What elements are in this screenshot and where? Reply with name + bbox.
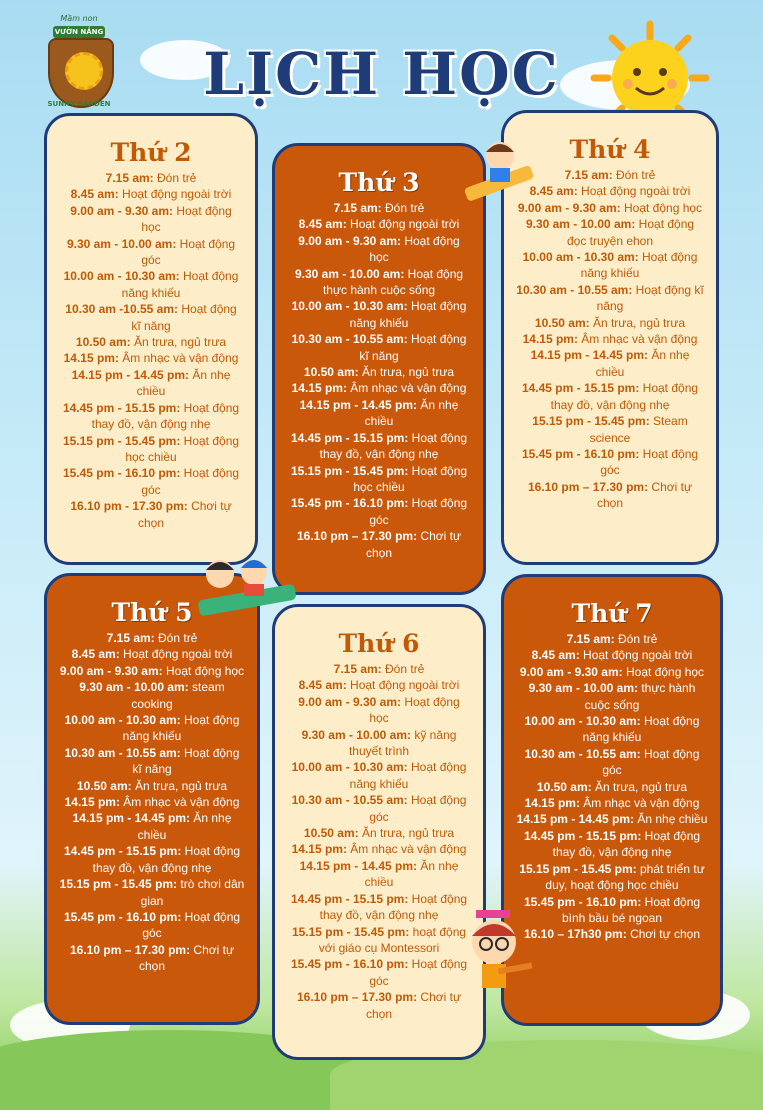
schedule-activity: Âm nhạc và vận động bbox=[577, 332, 698, 347]
schedule-time: 15.15 pm - 15.45 pm: bbox=[532, 414, 650, 429]
schedule-activity: Ăn nhẹ chiều bbox=[364, 397, 459, 429]
schedule-row bbox=[59, 843, 245, 876]
schedule-activity: Hoạt động thay đồ, vận động nhẹ bbox=[319, 430, 468, 462]
schedule-row bbox=[287, 430, 471, 463]
schedule-time: 8.45 am: bbox=[70, 187, 119, 202]
schedule-row bbox=[516, 779, 708, 795]
schedule-time: 8.45 am: bbox=[71, 647, 120, 662]
schedule-time: 15.15 pm - 15.45 pm: bbox=[62, 433, 181, 448]
schedule-time: 10.50 am: bbox=[303, 365, 359, 380]
schedule-time: 15.15 pm - 15.45 pm: bbox=[519, 861, 637, 876]
schedule-activity: Hoạt động học bbox=[369, 233, 460, 265]
schedule-activity: Đón trẻ bbox=[612, 168, 656, 182]
schedule-time: 7.15 am: bbox=[333, 662, 382, 676]
schedule-row bbox=[516, 331, 704, 347]
day-card-thu bbox=[44, 573, 260, 1025]
schedule-row bbox=[516, 282, 704, 315]
schedule-activity: Hoạt động kĩ năng bbox=[131, 302, 237, 333]
schedule-time: 10.30 am - 10.55 am: bbox=[64, 745, 181, 760]
kids-on-pencil-illustration bbox=[192, 548, 302, 618]
schedule-activity: Hoạt động thay đồ, vận động nhẹ bbox=[92, 844, 241, 875]
schedule-row bbox=[287, 528, 471, 561]
schedule-row bbox=[59, 778, 245, 794]
schedule-activity: Hoạt động thay đồ, vận động nhẹ bbox=[550, 381, 699, 412]
schedule-activity: Ăn trưa, ngủ trưa bbox=[130, 335, 227, 350]
schedule-time: 9.00 am - 9.30 am: bbox=[298, 233, 401, 248]
schedule-time: 14.15 pm: bbox=[291, 842, 347, 857]
schedule-row bbox=[287, 727, 471, 760]
schedule-activity: Hoạt động đọc truyện ehon bbox=[566, 217, 695, 248]
schedule-activity: trò chơi dân gian bbox=[140, 877, 245, 908]
schedule-row bbox=[516, 183, 704, 199]
schedule-row bbox=[59, 679, 245, 712]
schedule-row bbox=[516, 746, 708, 779]
schedule-time: 16.10 pm – 17.30 pm: bbox=[70, 942, 191, 957]
schedule-row bbox=[516, 479, 704, 512]
schedule-time: 10.00 am - 10.30 am: bbox=[522, 250, 639, 265]
schedule-row bbox=[287, 891, 471, 924]
schedule-activity: Hoạt động năng khiếu bbox=[122, 713, 240, 744]
day-heading: Thứ 6 bbox=[338, 629, 420, 658]
schedule-activity: Ăn nhẹ chiều bbox=[595, 348, 690, 379]
schedule-time: 14.15 pm - 14.45 pm: bbox=[71, 367, 189, 382]
schedule-row bbox=[516, 249, 704, 282]
schedule-activity: Hoạt động học bbox=[622, 664, 705, 679]
schedule-activity: thực hành cuộc sống bbox=[584, 681, 696, 712]
schedule-activity: Đón trẻ bbox=[154, 631, 198, 645]
schedule-time: 14.15 pm: bbox=[64, 795, 120, 810]
schedule-time: 15.45 pm - 16.10 pm: bbox=[62, 466, 181, 481]
schedule-row bbox=[287, 924, 471, 957]
schedule-row bbox=[287, 495, 471, 528]
schedule-activity: Hoạt động ngoài trời bbox=[119, 647, 233, 662]
schedule-row bbox=[516, 200, 704, 216]
schedule-row bbox=[516, 713, 708, 746]
schedule-row bbox=[287, 216, 471, 232]
logo-badge-text: VƯỜN NẮNG bbox=[54, 28, 104, 36]
schedule-row bbox=[516, 216, 704, 249]
schedule-time: 14.15 pm - 14.45 pm: bbox=[72, 811, 190, 826]
schedule-row bbox=[59, 646, 245, 662]
schedule-activity: Hoạt động thay đồ, vận động nhẹ bbox=[319, 891, 468, 923]
schedule-activity: hoạt động với giáo cụ Montessori bbox=[318, 924, 467, 955]
schedule-activity: Chơi tự chọn bbox=[138, 942, 234, 974]
schedule-row bbox=[59, 350, 243, 366]
schedule-row bbox=[59, 186, 243, 202]
schedule-time: 10.50 am: bbox=[303, 826, 359, 841]
schedule-row bbox=[516, 446, 704, 479]
schedule-row bbox=[516, 413, 704, 446]
schedule-row bbox=[287, 331, 471, 364]
schedule-activity: Ăn trưa, ngủ trưa bbox=[591, 779, 688, 794]
schedule-time: 14.15 pm: bbox=[63, 351, 119, 366]
schedule-row bbox=[59, 301, 243, 334]
schedule-time: 9.30 am - 10.00 am: bbox=[525, 217, 636, 232]
schedule-activity: Hoạt động thực hành cuộc sống bbox=[322, 266, 464, 298]
day-heading: Thứ 4 bbox=[569, 135, 651, 164]
schedule-time: 10.30 am -10.55 am: bbox=[65, 302, 179, 317]
schedule-time: 7.15 am: bbox=[566, 632, 615, 646]
schedule-row bbox=[59, 268, 243, 301]
schedule-time: 14.15 pm - 14.45 pm: bbox=[530, 348, 648, 363]
schedule-row bbox=[287, 233, 471, 266]
schedule-row bbox=[59, 465, 243, 498]
schedule-row bbox=[516, 167, 704, 183]
schedule-activity: Hoạt động năng khiếu bbox=[349, 299, 467, 330]
schedule-activity: steam cooking bbox=[131, 680, 225, 711]
schedule-activity: Hoạt động góc bbox=[142, 909, 241, 941]
schedule-row bbox=[59, 909, 245, 942]
schedule-time: 14.15 pm - 14.45 pm: bbox=[299, 858, 417, 873]
schedule-activity: Hoạt động góc bbox=[602, 746, 700, 778]
schedule-time: 9.30 am - 10.00 am: bbox=[301, 727, 412, 742]
schedule-row bbox=[59, 367, 243, 400]
schedule-row bbox=[59, 876, 245, 909]
schedule-row bbox=[287, 298, 471, 331]
schedule-time: 10.00 am - 10.30 am: bbox=[524, 714, 641, 729]
schedule-activity: Hoạt động góc bbox=[369, 957, 468, 988]
schedule-time: 15.15 pm - 15.45 pm: bbox=[291, 924, 410, 939]
schedule-row bbox=[59, 433, 243, 466]
schedule-time: 15.15 pm - 15.45 pm: bbox=[290, 463, 409, 478]
schedule-activity: kỹ năng thuyết trình bbox=[348, 727, 457, 759]
schedule-row bbox=[287, 397, 471, 430]
day-heading: Thứ 7 bbox=[571, 599, 653, 628]
schedule-time: 10.30 am - 10.55 am: bbox=[291, 332, 408, 347]
schedule-row bbox=[516, 894, 708, 927]
schedule-activity: Hoạt động góc bbox=[141, 236, 236, 268]
schedule-activity: Hoạt động học bbox=[620, 200, 703, 215]
schedule-row bbox=[59, 170, 243, 186]
logo-bottom-text: SUNNY GARDEN bbox=[47, 100, 111, 108]
schedule-time: 7.15 am: bbox=[106, 631, 155, 645]
schedule-row bbox=[59, 334, 243, 350]
schedule-time: 7.15 am: bbox=[564, 168, 613, 182]
schedule-row bbox=[59, 712, 245, 745]
schedule-time: 9.30 am - 10.00 am: bbox=[79, 680, 189, 695]
schedule-time: 14.15 pm - 14.45 pm: bbox=[299, 397, 417, 412]
schedule-time: 10.50 am: bbox=[534, 315, 590, 330]
schedule-time: 14.45 pm - 15.15 pm: bbox=[290, 891, 409, 906]
schedule-row bbox=[287, 463, 471, 496]
schedule-activity: Đón trẻ bbox=[381, 662, 425, 676]
schedule-time: 10.50 am: bbox=[75, 335, 131, 350]
schedule-activity: Hoạt động học bbox=[369, 694, 460, 726]
schedule-row bbox=[516, 861, 708, 894]
schedule-activity: Ăn trưa, ngủ trưa bbox=[358, 826, 455, 841]
schedule-time: 15.15 pm - 15.45 pm: bbox=[59, 877, 178, 892]
schedule-time: 8.45 am: bbox=[531, 648, 580, 663]
schedule-activity: Chơi tự chọn bbox=[596, 479, 692, 511]
schedule-activity: Hoạt động học bbox=[141, 203, 232, 235]
day-heading: Thứ 3 bbox=[338, 168, 420, 197]
schedule-row bbox=[516, 380, 704, 413]
schedule-activity: Hoạt động ngoài trời bbox=[118, 187, 232, 202]
day-card-fri bbox=[272, 604, 486, 1060]
schedule-row bbox=[287, 759, 471, 792]
schedule-row bbox=[287, 841, 471, 857]
schedule-activity: Ăn trưa, ngủ trưa bbox=[131, 778, 228, 793]
schedule-activity: Đón trẻ bbox=[614, 632, 658, 646]
schedule-row bbox=[59, 203, 243, 236]
schedule-activity: Chơi tự chọn bbox=[365, 990, 461, 1021]
schedule-row bbox=[287, 677, 471, 693]
schedule-time: 8.45 am: bbox=[529, 184, 578, 199]
schedule-activity: Hoạt động kĩ năng bbox=[596, 282, 704, 314]
schedule-activity: Đón trẻ bbox=[153, 171, 197, 185]
schedule-activity: Hoạt động học chiều bbox=[125, 433, 240, 464]
schedule-time: 14.15 pm: bbox=[291, 381, 347, 396]
schedule-row bbox=[516, 347, 704, 380]
schedule-row bbox=[59, 794, 245, 810]
schedule-time: 9.00 am - 9.30 am: bbox=[517, 200, 621, 215]
schedule-activity: Chơi tự chọn bbox=[626, 927, 700, 942]
page-title: LỊCH HỌC bbox=[203, 40, 560, 108]
schedule-time: 7.15 am: bbox=[105, 171, 154, 185]
schedule-row bbox=[516, 926, 708, 942]
schedule-time: 10.30 am - 10.55 am: bbox=[524, 746, 641, 761]
schedule-activity: Ăn trưa, ngủ trưa bbox=[589, 315, 686, 330]
schedule-row bbox=[287, 200, 471, 216]
schedule-row bbox=[59, 663, 245, 679]
schedule-time: 16.10 pm – 17.30 pm: bbox=[297, 529, 418, 544]
schedule-time: 14.15 pm: bbox=[522, 332, 578, 347]
schedule-time: 9.00 am - 9.30 am: bbox=[519, 664, 623, 679]
schedule-time: 8.45 am: bbox=[298, 217, 347, 232]
day-card-tue bbox=[272, 143, 486, 595]
schedule-time: 14.15 pm: bbox=[524, 796, 580, 811]
day-heading: Thứ 5 bbox=[111, 598, 193, 627]
schedule-time: 10.30 am - 10.55 am: bbox=[516, 282, 633, 297]
schedule-time: 15.45 pm - 16.10 pm: bbox=[521, 446, 640, 461]
schedule-time: 9.00 am - 9.30 am: bbox=[59, 663, 163, 678]
schedule-activity: Hoạt động học chiều bbox=[353, 463, 468, 494]
schedule-row bbox=[516, 315, 704, 331]
schedule-activity: Âm nhạc và vận động bbox=[118, 351, 239, 366]
schedule-activity: Steam science bbox=[589, 414, 688, 445]
day-heading: Thứ 2 bbox=[110, 138, 192, 167]
schedule-activity: Hoạt động ngoài trời bbox=[346, 678, 460, 693]
schedule-time: 9.00 am - 9.30 am: bbox=[298, 694, 401, 709]
schedule-row bbox=[287, 364, 471, 380]
schedule-activity: phát triển tư duy, hoạt động học chiều bbox=[545, 861, 705, 893]
schedule-activity: Âm nhạc và vận động bbox=[346, 381, 467, 396]
schedule-activity: Hoạt động góc bbox=[600, 446, 699, 478]
schedule-activity: Hoạt động ngoài trời bbox=[346, 217, 460, 232]
schedule-row bbox=[287, 825, 471, 841]
schedule-row bbox=[59, 745, 245, 778]
schedule-time: 9.30 am - 10.00 am: bbox=[66, 236, 177, 251]
schedule-time: 10.00 am - 10.30 am: bbox=[63, 269, 180, 284]
schedule-time: 9.30 am - 10.00 am: bbox=[294, 266, 405, 281]
schedule-time: 15.45 pm - 16.10 pm: bbox=[523, 894, 642, 909]
schedule-time: 14.45 pm - 15.15 pm: bbox=[62, 400, 181, 415]
schedule-time: 16.10 pm – 17.30 pm: bbox=[528, 479, 649, 494]
schedule-time: 15.45 pm - 16.10 pm: bbox=[290, 957, 409, 972]
schedule-row bbox=[59, 942, 245, 975]
schedule-time: 16.10 pm – 17.30 pm: bbox=[297, 990, 418, 1005]
schedule-activity: Chơi tự chọn bbox=[137, 499, 232, 530]
schedule-activity: Hoạt động bình bầu bé ngoan bbox=[561, 894, 701, 925]
schedule-time: 14.45 pm - 15.15 pm: bbox=[521, 381, 640, 396]
schedule-activity: Ăn nhẹ chiều bbox=[634, 812, 708, 827]
schedule-activity: Hoạt động ngoài trời bbox=[579, 648, 693, 663]
boy-with-pencil-illustration bbox=[462, 908, 534, 1000]
schedule-row bbox=[287, 694, 471, 727]
schedule-row bbox=[59, 810, 245, 843]
schedule-activity: Chơi tự chọn bbox=[365, 529, 461, 560]
schedule-row bbox=[287, 858, 471, 891]
schedule-time: 15.45 pm - 16.10 pm: bbox=[290, 496, 409, 511]
kid-on-pencil-illustration bbox=[460, 128, 540, 208]
schedule-activity: Hoạt động thay đồ, vận động nhẹ bbox=[552, 828, 701, 860]
schedule-activity: Đón trẻ bbox=[381, 201, 425, 215]
schedule-activity: Hoạt động học bbox=[162, 663, 245, 678]
schedule-time: 7.15 am: bbox=[333, 201, 382, 215]
schedule-activity: Hoạt động kĩ năng bbox=[359, 332, 467, 363]
schedule-activity: Âm nhạc và vận động bbox=[579, 796, 700, 811]
schedule-activity: Hoạt động góc bbox=[141, 466, 240, 497]
schedule-row bbox=[516, 680, 708, 713]
schedule-time: 10.50 am: bbox=[76, 778, 132, 793]
schedule-time: 8.45 am: bbox=[298, 678, 347, 693]
schedule-time: 9.30 am - 10.00 am: bbox=[528, 681, 638, 696]
day-card-sat bbox=[501, 574, 723, 1026]
schedule-row bbox=[59, 630, 245, 646]
schedule-row bbox=[516, 795, 708, 811]
schedule-activity: Hoạt động góc bbox=[369, 793, 467, 824]
schedule-row bbox=[59, 498, 243, 531]
schedule-time: 10.00 am - 10.30 am: bbox=[291, 299, 408, 314]
schedule-activity: Hoạt động ngoài trời bbox=[577, 184, 691, 199]
schedule-row bbox=[59, 236, 243, 269]
schedule-time: 14.45 pm - 15.15 pm: bbox=[523, 828, 642, 843]
schedule-row bbox=[516, 647, 708, 663]
schedule-time: 14.45 pm - 15.15 pm: bbox=[290, 430, 409, 445]
schedule-activity: Hoạt động năng khiếu bbox=[580, 250, 698, 281]
schedule-activity: Ăn nhẹ chiều bbox=[137, 811, 232, 842]
schedule-row bbox=[516, 828, 708, 861]
schedule-time: 14.45 pm - 15.15 pm: bbox=[63, 844, 182, 859]
schedule-time: 10.50 am: bbox=[536, 779, 592, 794]
schedule-activity: Hoạt động thay đồ, vận động nhẹ bbox=[91, 400, 240, 432]
schedule-activity: Âm nhạc và vận động bbox=[346, 842, 467, 857]
schedule-activity: Hoạt động góc bbox=[369, 496, 468, 527]
schedule-activity: Hoạt động năng khiếu bbox=[582, 714, 700, 745]
schedule-time: 10.00 am - 10.30 am: bbox=[64, 713, 181, 728]
schedule-activity: Hoạt động năng khiếu bbox=[349, 760, 467, 791]
schedule-row bbox=[516, 631, 708, 647]
schedule-time: 10.00 am - 10.30 am: bbox=[291, 760, 408, 775]
schedule-time: 16.10 pm - 17.30 pm: bbox=[70, 499, 188, 514]
schedule-activity: Âm nhạc và vận động bbox=[119, 795, 240, 810]
schedule-row bbox=[287, 989, 471, 1022]
schedule-row bbox=[516, 664, 708, 680]
schedule-row bbox=[516, 811, 708, 827]
schedule-time: 9.00 am - 9.30 am: bbox=[70, 203, 173, 218]
schedule-row bbox=[59, 400, 243, 433]
day-card-mon bbox=[44, 113, 258, 565]
schedule-row bbox=[287, 266, 471, 299]
schedule-row bbox=[287, 956, 471, 989]
logo-top-text: Mầm non bbox=[60, 14, 98, 23]
schedule-time: 14.15 pm - 14.45 pm: bbox=[516, 812, 634, 827]
schedule-time: 16.10 – 17h30 pm: bbox=[524, 927, 627, 942]
schedule-row bbox=[287, 380, 471, 396]
schedule-activity: Hoạt động kĩ năng bbox=[132, 745, 240, 777]
schedule-row bbox=[287, 661, 471, 677]
schedule-time: 15.45 pm - 16.10 pm: bbox=[63, 909, 182, 924]
schedule-activity: Ăn nhẹ chiều bbox=[136, 367, 231, 399]
schedule-activity: Hoạt động năng khiếu bbox=[121, 269, 239, 300]
schedule-activity: Ăn nhẹ chiều bbox=[364, 858, 459, 890]
schedule-activity: Ăn trưa, ngủ trưa bbox=[358, 365, 455, 380]
schedule-row bbox=[287, 792, 471, 825]
schedule-time: 10.30 am - 10.55 am: bbox=[291, 793, 408, 808]
